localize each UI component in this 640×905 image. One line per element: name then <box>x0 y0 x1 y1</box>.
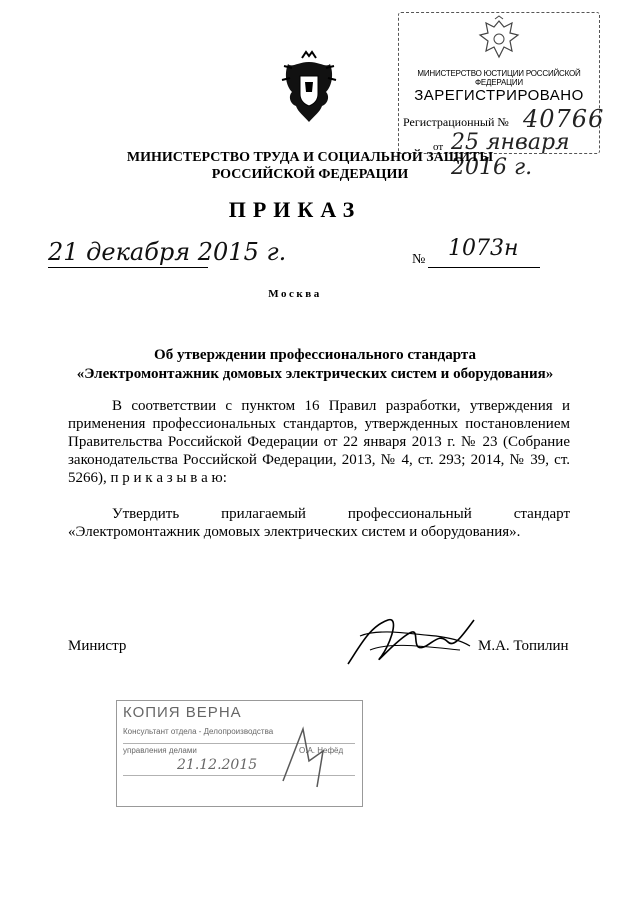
city: Москва <box>268 288 322 300</box>
signatory-name: М.А. Топилин <box>478 638 569 654</box>
copy-stamp-line-2: управления делами <box>123 746 197 755</box>
registration-number-label: Регистрационный № <box>403 115 509 129</box>
coat-of-arms-icon <box>278 48 340 128</box>
date-underline <box>48 267 208 268</box>
order-number-label: № <box>412 252 426 267</box>
copy-stamp-title: КОПИЯ ВЕРНА <box>123 704 242 721</box>
registration-stamp <box>398 12 605 180</box>
subject-line-2: «Электромонтажник домовых электрических систем и оборудования» <box>76 366 554 382</box>
ministry-header <box>100 149 520 183</box>
document-type: ПРИКАЗ <box>228 197 362 222</box>
order-subject <box>60 346 570 384</box>
ministry-line-1: МИНИСТЕРСТВО ТРУДА И СОЦИАЛЬНОЙ ЗАЩИТЫ <box>126 150 494 165</box>
subject-line-1: Об утверждении профессионального стандарта <box>154 347 476 363</box>
number-underline <box>428 267 540 268</box>
copy-stamp-signature-icon <box>273 721 353 791</box>
registration-ministry: МИНИСТЕРСТВО ЮСТИЦИИ РОССИЙСКОЙ ФЕДЕРАЦИИ <box>417 69 581 87</box>
body-paragraph-1: В соответствии с пунктом 16 Правил разработки, утверждения и применения профессиональных стандартов, утвержденных постановлением Правительства Российской Федерации от 22 января 2013 г. № 23 (Собрание законодательства Российской Федерации, 2013, № 4, ст. 293; 2014, № 39, ст. 5266), п р и к а з ы в а ю: <box>68 398 570 486</box>
registration-title: ЗАРЕГИСТРИРОВАНО <box>414 87 584 104</box>
coat-of-arms-small-icon <box>474 15 524 65</box>
body-paragraph-2: Утвердить прилагаемый профессиональный стандарт «Электромонтажник домовых электрических систем и оборудования». <box>68 506 570 540</box>
order-number: 1073н <box>448 236 519 261</box>
registration-number-value: 40766 <box>523 105 605 133</box>
copy-stamp-date: 21.12.2015 <box>177 757 258 773</box>
ministry-line-2: РОССИЙСКОЙ ФЕДЕРАЦИИ <box>211 167 409 182</box>
signature-icon <box>340 606 480 676</box>
signatory-position: Министр <box>68 638 127 654</box>
registration-date-prefix: от <box>433 141 444 153</box>
order-date: 21 декабря 2015 г. <box>48 238 287 266</box>
copy-certification-stamp <box>116 700 363 807</box>
registration-date-value: 25 января 2016 г. <box>451 130 570 180</box>
copy-stamp-line-3: О.А. Нефёд <box>299 746 344 755</box>
copy-stamp-line-1: Консультант отдела - Делопроизводства <box>123 727 274 736</box>
